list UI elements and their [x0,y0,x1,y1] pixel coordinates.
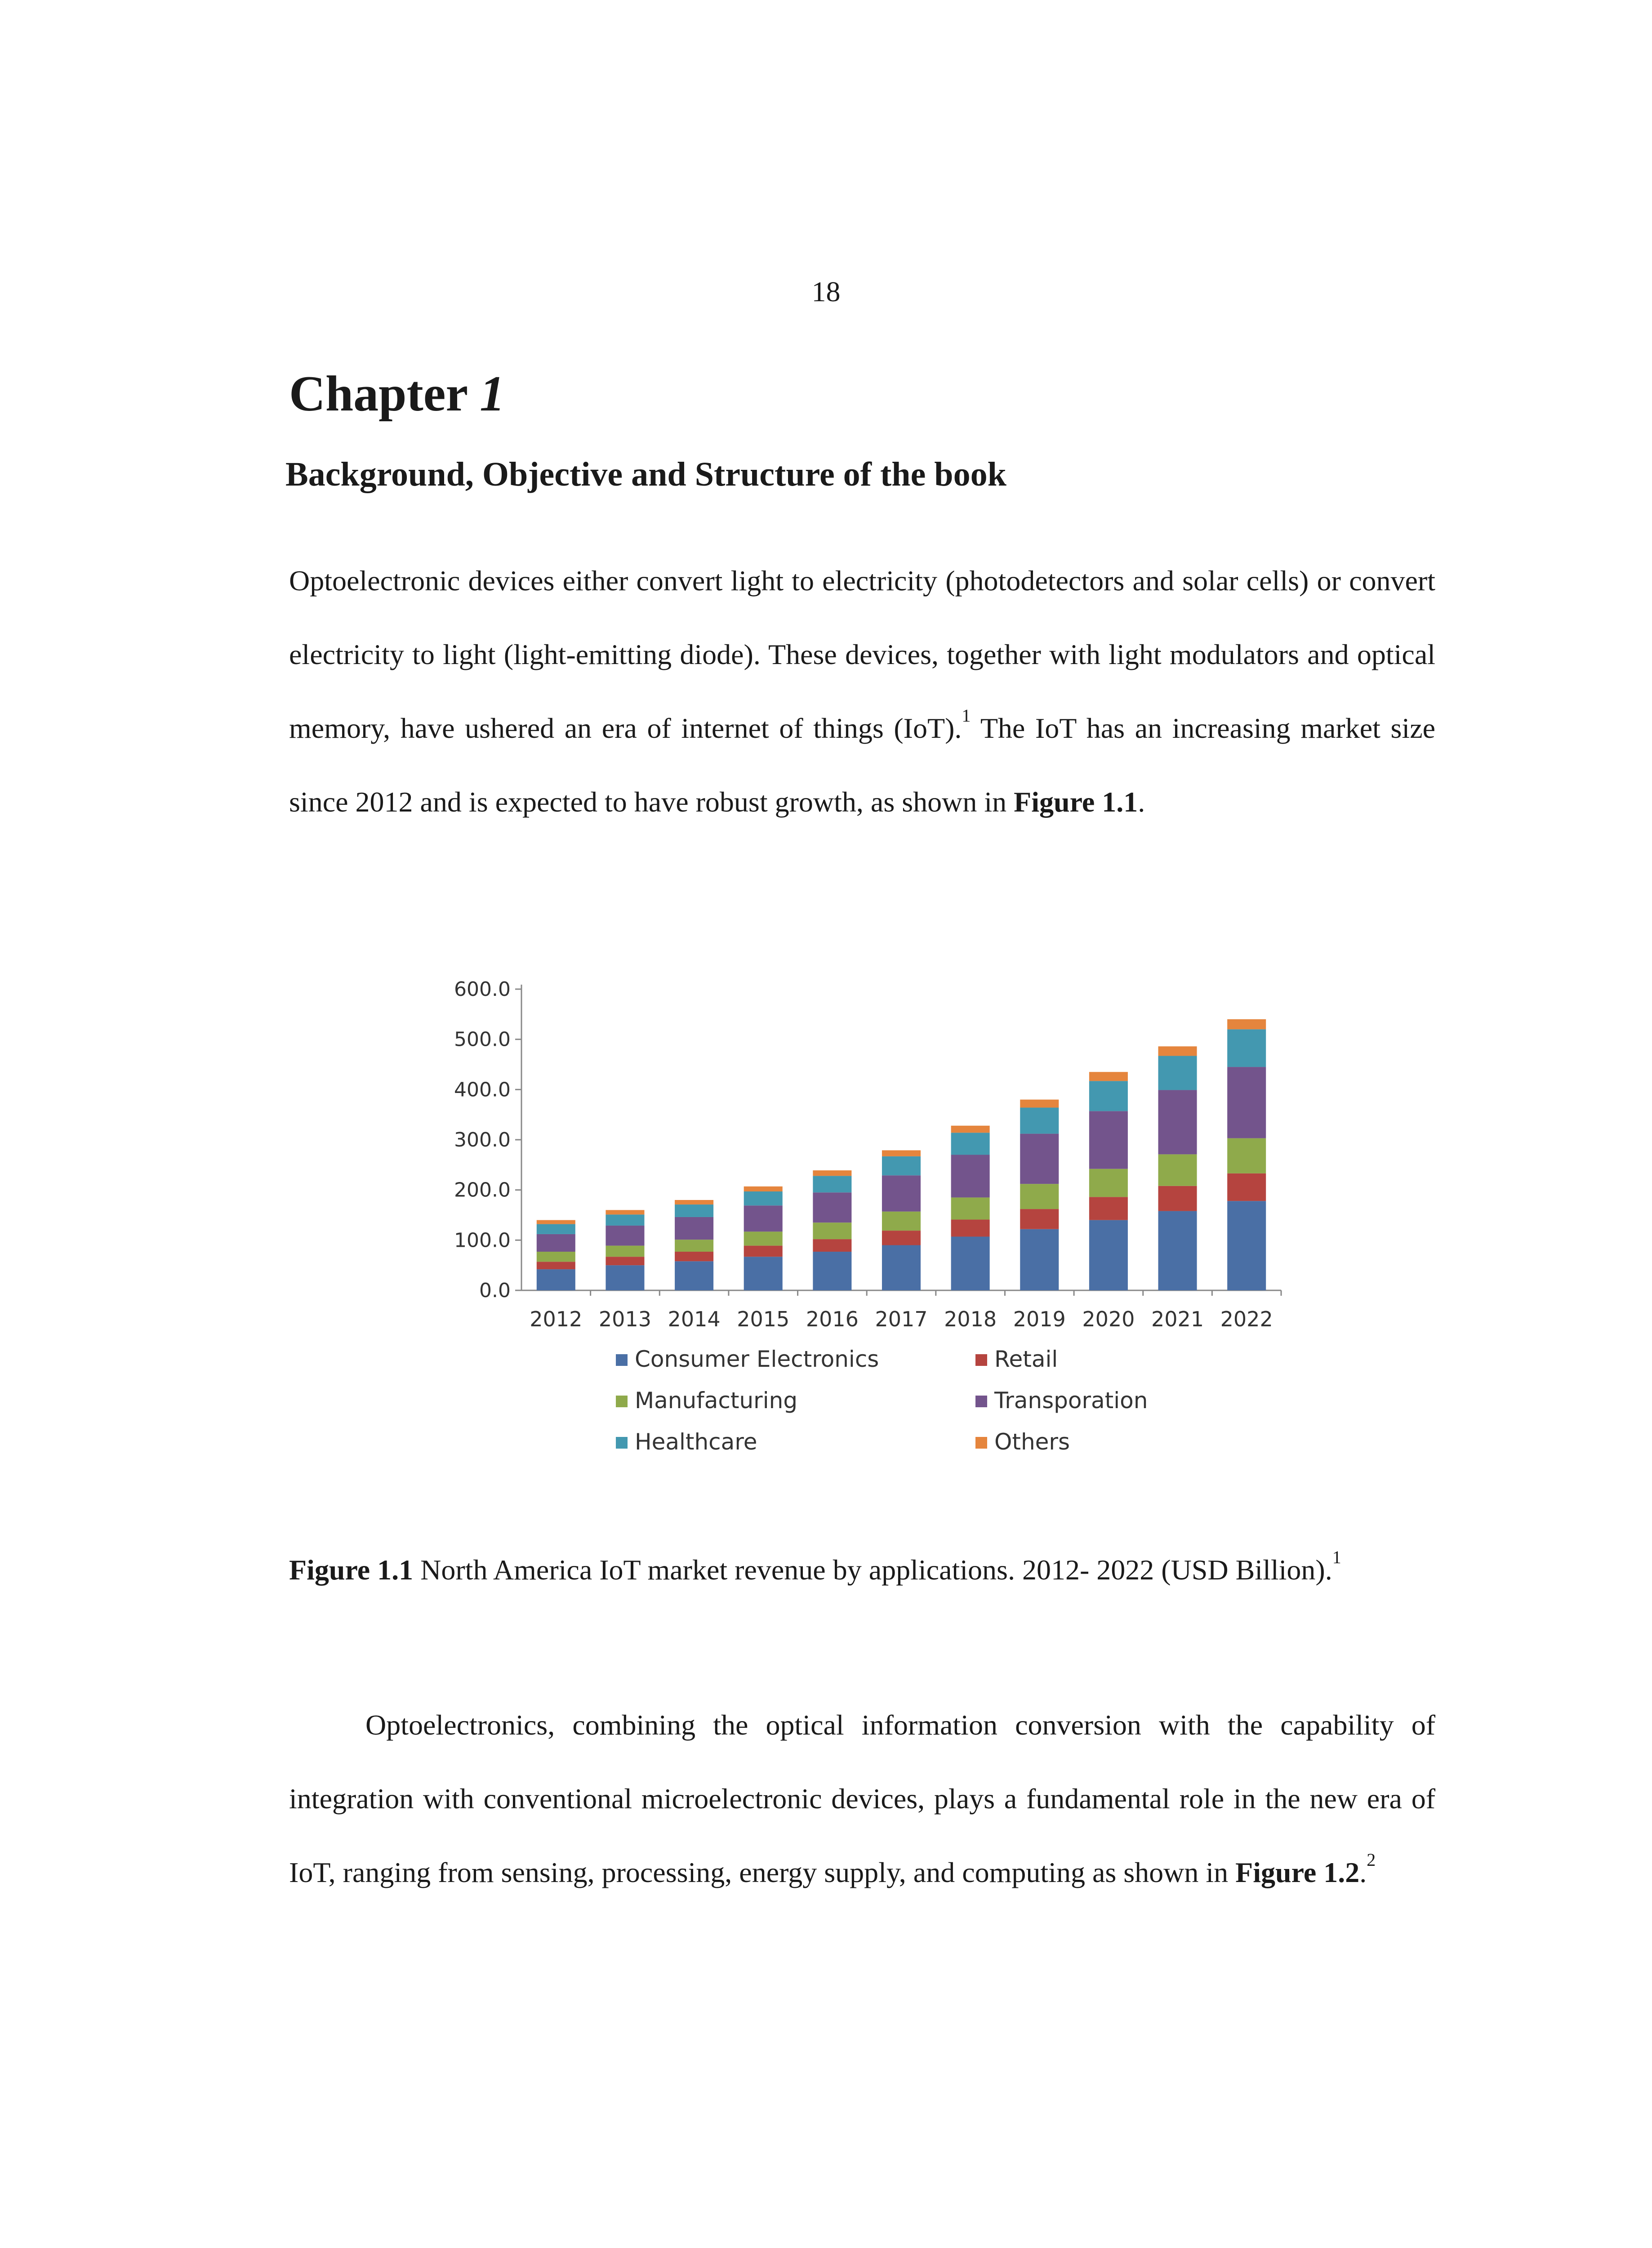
bar-segment [1020,1184,1059,1209]
legend-label: Healthcare [635,1429,757,1455]
y-tick-label: 400.0 [454,1078,511,1102]
bar-segment [1227,1029,1266,1067]
chart-bars [537,1019,1266,1290]
bar-segment [744,1191,783,1205]
bar-segment [675,1200,713,1204]
legend-swatch [616,1396,628,1407]
second-text: Optoelectronics, combining the optical information conversion with the capability of integration with conventional microelectronic devices, plays a fundamental role in the new era of IoT, ranging from sensing, processing, energy supply, and computing as shown in [289,1709,1435,1888]
chapter-number: 1 [480,366,505,422]
chart-legend [616,1346,1148,1455]
chapter-title [289,366,505,422]
bar-segment [606,1257,644,1265]
bar-segment [951,1126,990,1133]
legend-swatch [616,1354,628,1366]
bar-segment [951,1155,990,1198]
bar-segment [813,1176,851,1192]
legend-label: Manufacturing [635,1387,798,1414]
x-tick-label: 2014 [668,1307,721,1331]
x-tick-label: 2013 [598,1307,651,1331]
bar-segment [675,1240,713,1252]
bar-segment [1158,1154,1197,1186]
caption-text: North America IoT market revenue by applications. 2012- 2022 (USD Billion). [413,1554,1332,1586]
bar-segment [1020,1134,1059,1184]
iot-revenue-chart [405,949,1295,1497]
legend-label: Others [994,1429,1070,1455]
bar-segment [882,1150,921,1156]
bar-segment [1158,1211,1197,1290]
intro-paragraph [289,544,1435,839]
reference-1: 1 [962,705,971,726]
x-tick-label: 2015 [737,1307,790,1331]
x-tick-label: 2021 [1151,1307,1204,1331]
bar-segment [537,1224,575,1234]
bar-segment [1158,1046,1197,1056]
y-tick-label: 100.0 [454,1229,511,1252]
bar-segment [1227,1173,1266,1201]
bar-segment [951,1197,990,1219]
bar-segment [813,1252,851,1290]
y-tick-label: 500.0 [454,1028,511,1051]
page-number: 18 [811,276,841,308]
bar-segment [537,1234,575,1252]
y-tick-label: 200.0 [454,1178,511,1202]
bar-segment [744,1257,783,1290]
bar-segment [1020,1108,1059,1134]
figure-caption [289,1547,1440,1587]
bar-segment [951,1133,990,1155]
bar-segment [1227,1019,1266,1029]
figure-reference-2: Figure 1.2 [1235,1856,1360,1888]
bar-segment [675,1204,713,1217]
figure-reference: Figure 1.1 [1014,786,1138,818]
bar-segment [1158,1186,1197,1211]
bar-segment [606,1265,644,1290]
bar-segment [882,1175,921,1211]
chapter-subtitle: Background, Objective and Structure of the book [285,455,1006,493]
bar-segment [1089,1081,1128,1111]
bar-segment [951,1220,990,1237]
y-tick-label: 600.0 [454,978,511,1001]
reference-2: 2 [1367,1850,1376,1870]
bar-segment [882,1212,921,1231]
bar-segment [1089,1197,1128,1220]
x-tick-label: 2012 [530,1307,583,1331]
legend-swatch [616,1437,628,1449]
bar-segment [1089,1072,1128,1081]
caption-label: Figure 1.1 [289,1554,414,1586]
bar-segment [744,1205,783,1231]
legend-label: Transporation [994,1387,1148,1414]
bar-segment [1089,1220,1128,1290]
legend-swatch [975,1354,987,1366]
caption-reference: 1 [1332,1547,1341,1567]
chart-axes [454,978,1281,1331]
intro-text-b: The IoT has an increasing market size since 2012 and is expected to have robust growth, as shown in [289,712,1436,818]
y-tick-label: 300.0 [454,1128,511,1151]
bar-segment [675,1252,713,1261]
legend-swatch [975,1396,987,1407]
bar-segment [537,1262,575,1269]
x-tick-label: 2016 [806,1307,859,1331]
bar-segment [675,1217,713,1240]
x-tick-label: 2020 [1082,1307,1135,1331]
chapter-word: Chapter [289,366,468,422]
bar-segment [537,1220,575,1224]
bar-segment [1020,1229,1059,1290]
bar-segment [882,1231,921,1245]
bar-segment [813,1222,851,1239]
bar-segment [744,1231,783,1245]
bar-segment [1089,1111,1128,1169]
intro-text-a: Optoelectronic devices either convert light to electricity (photodetectors and solar cells) or convert electricity to light (light-emitting diode). These devices, together with light modulators and optical memory, have ushered an era of internet of things (IoT). [289,565,1435,744]
bar-segment [537,1269,575,1290]
bar-segment [882,1245,921,1291]
x-tick-label: 2018 [944,1307,997,1331]
bar-segment [813,1239,851,1252]
bar-segment [1158,1090,1197,1154]
second-end: . [1359,1856,1367,1888]
bar-segment [606,1246,644,1257]
bar-segment [951,1237,990,1290]
bar-segment [675,1261,713,1290]
bar-segment [537,1252,575,1262]
bar-segment [1158,1056,1197,1090]
bar-segment [1089,1169,1128,1197]
intro-end: . [1138,786,1145,818]
bar-segment [1020,1209,1059,1229]
x-tick-label: 2022 [1220,1307,1273,1331]
second-paragraph [289,1688,1435,1909]
bar-segment [606,1210,644,1214]
bar-segment [1020,1100,1059,1108]
legend-swatch [975,1437,987,1449]
legend-label: Consumer Electronics [635,1346,879,1372]
legend-label: Retail [994,1346,1058,1372]
bar-segment [1227,1067,1266,1138]
bar-segment [1227,1138,1266,1173]
bar-segment [606,1226,644,1246]
bar-segment [882,1156,921,1175]
bar-segment [744,1186,783,1191]
x-tick-label: 2017 [875,1307,928,1331]
bar-segment [744,1246,783,1257]
bar-segment [813,1192,851,1222]
y-tick-label: 0.0 [479,1279,511,1302]
x-tick-label: 2019 [1013,1307,1066,1331]
bar-segment [1227,1201,1266,1290]
bar-segment [606,1214,644,1226]
bar-segment [813,1170,851,1176]
